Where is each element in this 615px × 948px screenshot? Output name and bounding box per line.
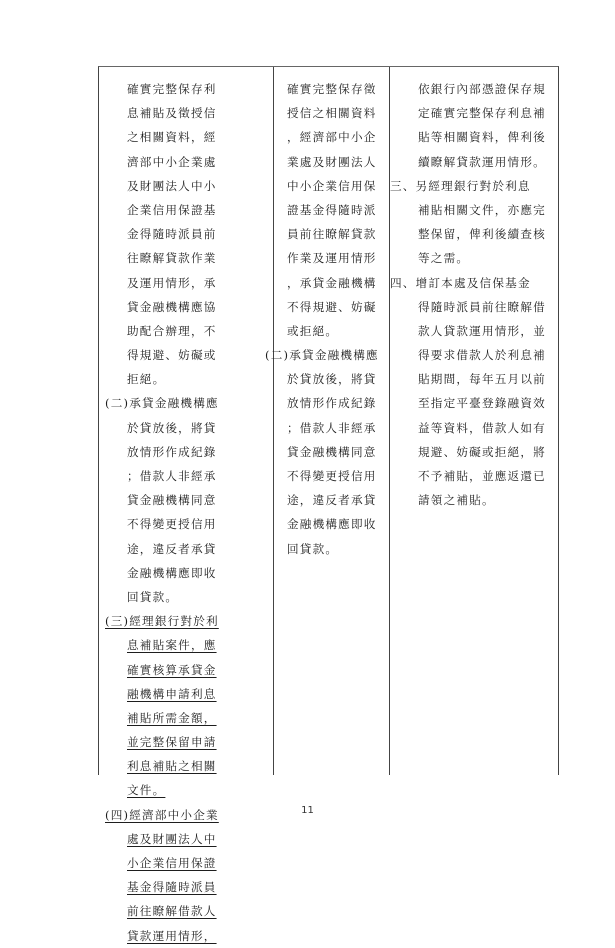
text-line [105, 658, 219, 682]
line-text: 四、增訂本處及信保基金 [390, 275, 531, 290]
line-text: 濟部中小企業處 [127, 154, 217, 169]
line-text: 融機構申請利息 [127, 686, 217, 701]
text-line [105, 899, 219, 923]
text-line [265, 174, 379, 198]
text-line [390, 343, 546, 367]
text-line [265, 150, 379, 174]
text-line [265, 440, 379, 464]
text-line [390, 488, 546, 512]
column-explanation [390, 77, 546, 512]
text-line [105, 537, 219, 561]
text-line [105, 295, 219, 319]
text-line [265, 319, 379, 343]
line-text: 補貼相關文件，亦應完 [418, 202, 546, 217]
text-line [265, 464, 379, 488]
text-line [105, 198, 219, 222]
text-line [105, 174, 219, 198]
text-line [390, 295, 546, 319]
line-text: 不得變更授信用 [287, 469, 377, 483]
line-text: 並完整保留申請 [127, 735, 217, 750]
line-text: 確實完整保存徵 [287, 82, 377, 96]
text-line [105, 391, 219, 415]
text-line [265, 271, 379, 295]
text-line [105, 730, 219, 754]
line-text: 貸款運用情形， [127, 928, 217, 943]
line-text: 往瞭解貸款作業 [127, 251, 217, 266]
line-text: 貼等相關資料，俾利後 [418, 130, 546, 145]
line-text: ；借款人非經承 [287, 420, 377, 435]
text-line [105, 924, 219, 948]
line-text: 基金得隨時派員 [127, 880, 217, 895]
line-text: 不得變更授信用 [127, 517, 217, 532]
line-text: (四)經濟部中小企業 [105, 807, 219, 822]
line-text: 確實完整保存利 [127, 82, 217, 96]
text-line [265, 77, 379, 101]
line-text: 得要求借款人於利息補 [418, 348, 546, 363]
line-text: 確實核算承貸金 [127, 662, 217, 677]
text-line [265, 416, 379, 440]
line-text: 回貸款。 [287, 541, 339, 556]
line-text: 作業及運用情形 [287, 251, 377, 266]
column-current-text [265, 77, 379, 561]
text-line [105, 246, 219, 270]
text-line [105, 561, 219, 585]
text-line [390, 367, 546, 391]
text-line [105, 512, 219, 536]
line-text: 至指定平臺登錄融資效 [418, 396, 546, 411]
text-line [390, 440, 546, 464]
text-line [265, 537, 379, 561]
text-line [390, 150, 546, 174]
text-line [265, 222, 379, 246]
text-line [105, 754, 219, 778]
line-text: (三)經理銀行對於利 [105, 614, 219, 629]
line-text: 貸金融機構應協 [127, 299, 217, 314]
text-line [105, 150, 219, 174]
line-text: 及財團法人中小 [127, 178, 217, 193]
line-text: 助配合辦理，不 [127, 323, 217, 338]
text-line [105, 585, 219, 609]
line-text: 規避、妨礙或拒絕，將 [418, 444, 546, 459]
line-text: 貸金融機構同意 [127, 493, 217, 508]
text-line [390, 246, 546, 270]
line-text: ，承貸金融機構 [287, 275, 377, 290]
text-line [390, 464, 546, 488]
text-line [105, 125, 219, 149]
text-line [105, 851, 219, 875]
line-text: 三、另經理銀行對於利息 [390, 178, 531, 193]
line-text: 依銀行內部憑證保存規 [418, 82, 546, 96]
line-text: 文件。 [127, 783, 166, 798]
text-line [390, 319, 546, 343]
text-line [105, 609, 219, 633]
text-line [105, 367, 219, 391]
line-text: 利息補貼之相關 [127, 759, 217, 774]
text-line [105, 464, 219, 488]
line-text: 益等資料，借款人如有 [418, 420, 546, 435]
line-text: (二)承貸金融機構應 [105, 396, 219, 411]
line-text: 拒絕。 [127, 372, 166, 387]
line-text: ，經濟部中小企 [287, 130, 377, 145]
text-line [105, 875, 219, 899]
text-line [390, 222, 546, 246]
text-line [265, 198, 379, 222]
line-text: 整保留，俾利後續查核 [418, 227, 546, 242]
line-text: 金得隨時派員前 [127, 227, 217, 242]
line-text: 金融機構應即收 [287, 517, 377, 532]
line-text: 中小企業信用保 [287, 178, 377, 193]
text-line [105, 827, 219, 851]
line-text: 小企業信用保證 [127, 856, 217, 870]
text-line [265, 295, 379, 319]
line-text: 貼期間，每年五月以前 [418, 372, 546, 387]
text-line [390, 416, 546, 440]
text-line [265, 512, 379, 536]
text-line [105, 633, 219, 657]
line-text: 業處及財團法人 [287, 154, 377, 169]
text-line [105, 416, 219, 440]
text-line [265, 101, 379, 125]
line-text: 員前往瞭解貸款 [287, 227, 377, 242]
line-text: 等之需。 [418, 251, 470, 266]
text-line [105, 706, 219, 730]
text-line [390, 198, 546, 222]
column-amended-text [105, 77, 219, 948]
line-text: ；借款人非經承 [127, 469, 217, 483]
line-text: 續瞭解貸款運用情形。 [418, 154, 546, 169]
line-text: 金融機構應即收 [127, 565, 217, 580]
page-number: 11 [301, 805, 314, 816]
line-text: 不予補貼，並應返還已 [418, 469, 546, 483]
line-text: 回貸款。 [127, 589, 179, 604]
text-line [105, 101, 219, 125]
text-line [105, 488, 219, 512]
line-text: 放情形作成紀錄 [127, 444, 217, 459]
line-text: 或拒絕。 [287, 323, 339, 338]
line-text: 之相關資料，經 [127, 130, 217, 145]
text-line [105, 77, 219, 101]
text-line [105, 440, 219, 464]
text-line [105, 778, 219, 802]
line-text: 定確實完整保存利息補 [418, 106, 546, 121]
text-line [390, 391, 546, 415]
line-text: 途，違反者承貸 [287, 493, 377, 508]
line-text: 補貼所需金額， [127, 710, 217, 725]
line-text: 得隨時派員前往瞭解借 [418, 299, 546, 314]
text-line [265, 125, 379, 149]
text-line [265, 246, 379, 270]
line-text: (二)承貸金融機構應 [265, 348, 379, 363]
text-line [390, 174, 546, 198]
line-text: 途，違反者承貸 [127, 541, 217, 556]
text-line [265, 367, 379, 391]
text-line [390, 271, 546, 295]
line-text: 款人貸款運用情形，並 [418, 323, 546, 338]
line-text: 處及財團法人中 [127, 831, 217, 846]
line-text: 於貸放後，將貸 [127, 420, 217, 435]
text-line [390, 125, 546, 149]
text-line [390, 101, 546, 125]
line-text: 貸金融機構同意 [287, 444, 377, 459]
text-line [105, 682, 219, 706]
line-text: 企業信用保證基 [127, 202, 217, 217]
text-line [265, 343, 379, 367]
line-text: 授信之相關資料 [287, 106, 377, 121]
text-line [105, 271, 219, 295]
line-text: 不得規避、妨礙 [287, 299, 377, 314]
line-text: 得規避、妨礙或 [127, 348, 217, 363]
line-text: 證基金得隨時派 [287, 202, 377, 217]
line-text: 放情形作成紀錄 [287, 396, 377, 411]
text-line [105, 319, 219, 343]
text-line [390, 77, 546, 101]
text-line [265, 488, 379, 512]
line-text: 息補貼案件，應 [127, 638, 217, 653]
line-text: 息補貼及徵授信 [127, 106, 217, 121]
line-text: 前往瞭解借款人 [127, 904, 217, 919]
text-line [105, 222, 219, 246]
text-line [265, 391, 379, 415]
text-line [105, 343, 219, 367]
line-text: 及運用情形，承 [127, 275, 217, 290]
line-text: 於貸放後，將貸 [287, 372, 377, 387]
line-text: 請領之補貼。 [418, 493, 495, 508]
